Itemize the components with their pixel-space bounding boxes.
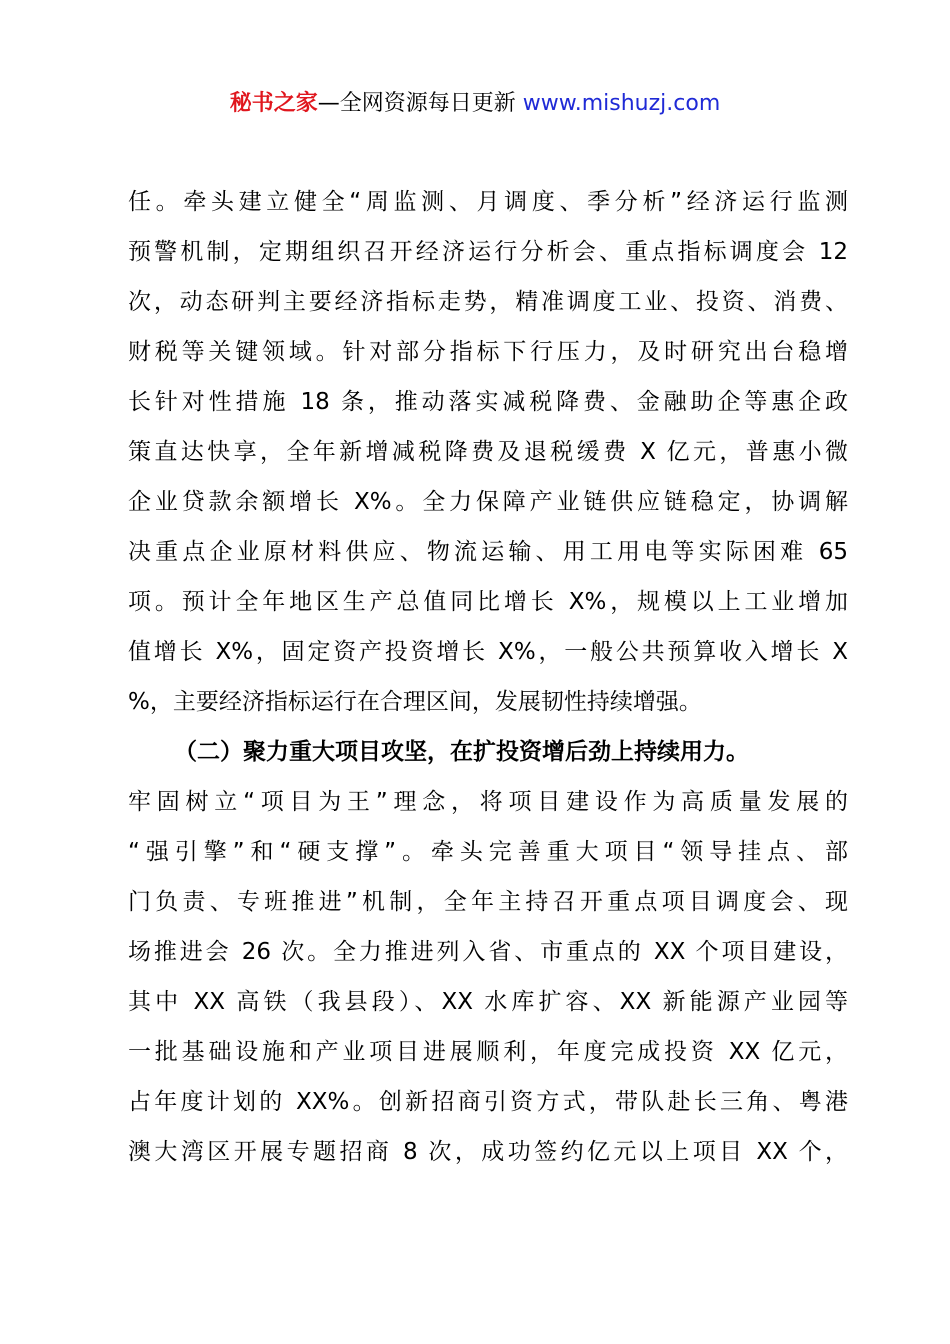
text-line: 澳大湾区开展专题招商 8 次，成功签约亿元以上项目 XX 个， [128, 1139, 848, 1165]
text-line: 决重点企业原材料供应、物流运输、用工用电等实际困难 65 [128, 539, 848, 565]
text-line: 次，动态研判主要经济指标走势，精准调度工业、投资、消费、 [128, 289, 848, 315]
text-line: 长针对性措施 18 条，推动落实减税降费、金融助企等惠企政 [128, 389, 848, 415]
brand-name: 秘书之家 [229, 91, 318, 116]
text-line: “强引擎”和“硬支撑”。牵头完善重大项目“领导挂点、部 [128, 839, 848, 865]
header-tagline: —全网资源每日更新 [317, 91, 523, 116]
text-line: 策直达快享，全年新增减税降费及退税缓费 X 亿元，普惠小微 [128, 439, 848, 465]
text-line: 预警机制，定期组织召开经济运行分析会、重点指标调度会 12 [128, 239, 848, 265]
text-line: 财税等关键领域。针对部分指标下行压力，及时研究出台稳增 [128, 339, 848, 365]
text-line: 其中 XX 高铁（我县段）、XX 水库扩容、XX 新能源产业园等 [128, 989, 848, 1015]
text-line: 占年度计划的 XX%。创新招商引资方式，带队赴长三角、粤港 [128, 1089, 848, 1115]
page-header [0, 84, 950, 124]
section-heading: （二）聚力重大项目攻坚，在扩投资增后劲上持续用力。 [174, 739, 749, 765]
text-line: 牢固树立“项目为王”理念，将项目建设作为高质量发展的 [128, 789, 848, 815]
text-line: 项。预计全年地区生产总值同比增长 X%，规模以上工业增加 [128, 589, 848, 615]
text-line: 值增长 X%，固定资产投资增长 X%，一般公共预算收入增长 X [128, 639, 848, 665]
text-line: 门负责、专班推进”机制，全年主持召开重点项目调度会、现 [128, 889, 848, 915]
text-line: 一批基础设施和产业项目进展顺利，年度完成投资 XX 亿元， [128, 1039, 848, 1065]
text-line: 企业贷款余额增长 X%。全力保障产业链供应链稳定，协调解 [128, 489, 848, 515]
document-body [128, 177, 848, 1177]
site-url-link[interactable]: www.mishuzj.com [522, 91, 721, 116]
text-line: %，主要经济指标运行在合理区间，发展韧性持续增强。 [128, 689, 702, 715]
text-line: 任。牵头建立健全“周监测、月调度、季分析”经济运行监测 [128, 189, 848, 215]
text-line: 场推进会 26 次。全力推进列入省、市重点的 XX 个项目建设， [128, 939, 848, 965]
